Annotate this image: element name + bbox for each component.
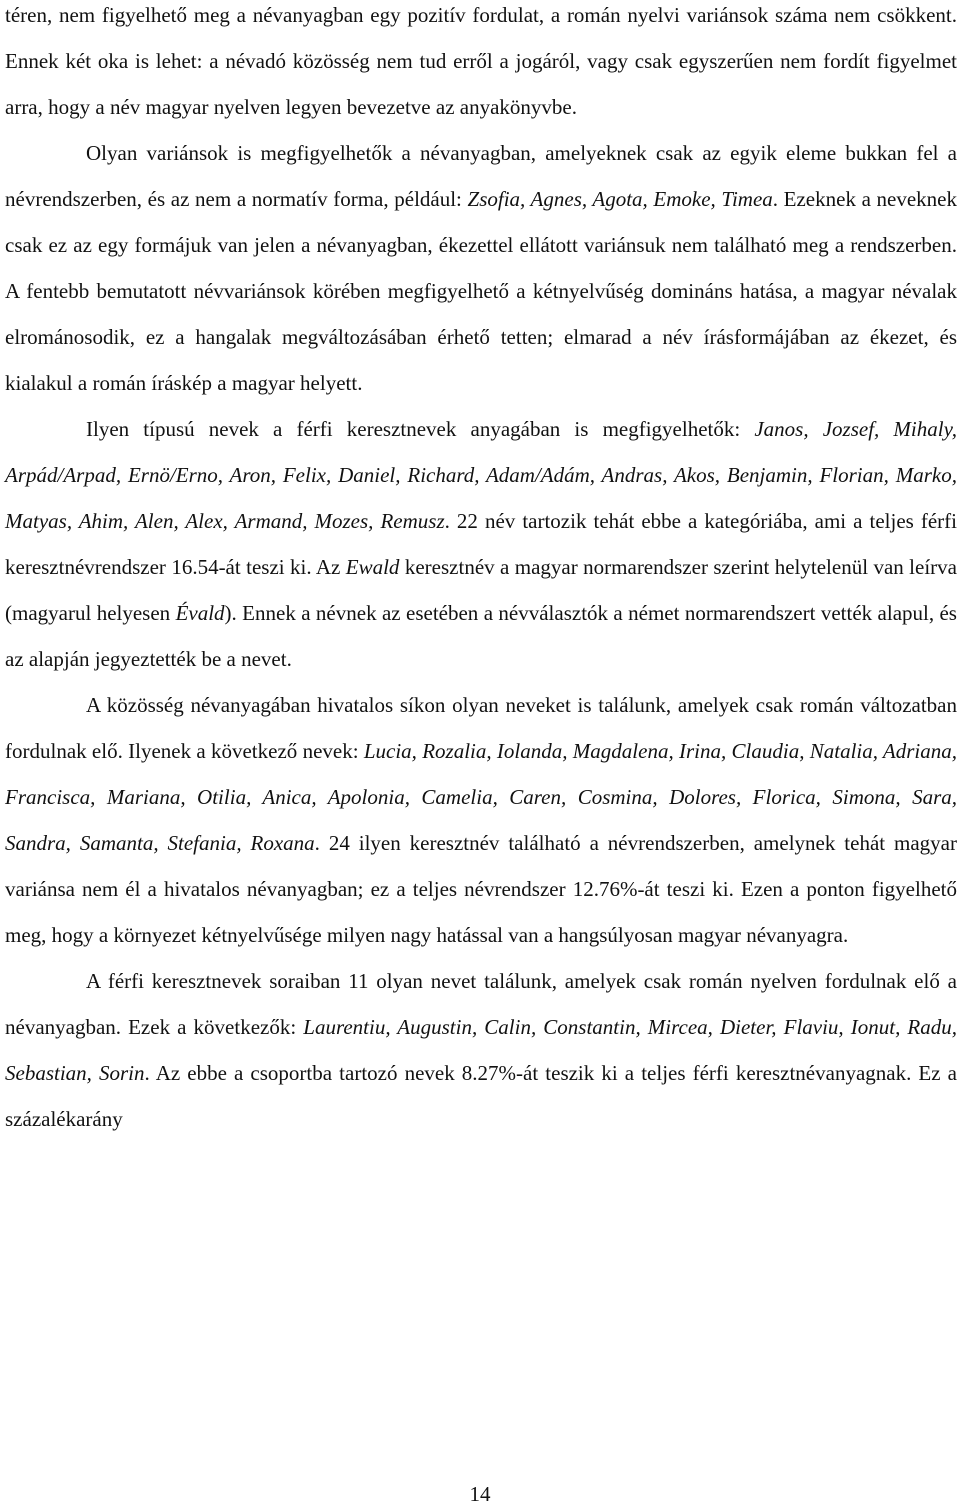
italic-name-list: Lucia, Rozalia, Iolanda, Magdalena, Irina, Claudia, Natalia, Adriana, Francisca, Mariana, Otilia, Anica, Apolonia, Camelia, Caren, Cosmina, Dolores, Florica, Simona, Sara, Sandra, Samanta, Stefania, Roxana: [5, 739, 957, 855]
text-segment: A férfi keresztnevek soraiban 11 olyan nevet találunk, amelyek csak román nyelven fordulnak elő a névanyagban. Ezek a következők:: [5, 969, 957, 1039]
italic-name-list: Ewald: [345, 555, 400, 579]
text-segment: Ilyen típusú nevek a férfi keresztnevek anyagában is megfigyelhetők:: [86, 417, 755, 441]
paragraph-only-romanian-female-names: [5, 682, 957, 958]
italic-name-list: Évald: [175, 601, 225, 625]
text-segment: Olyan variánsok is megfigyelhetők a névanyagban, amelyeknek csak az egyik eleme bukkan fel a névrendszerben, és az nem a normatív forma, például:: [5, 141, 957, 211]
italic-name-list: Janos, Jozsef, Mihaly, Arpád/Arpad, Ernö/Erno, Aron, Felix, Daniel, Richard, Adam/Adám, Andras, Akos, Benjamin, Florian, Marko, Matyas, Ahim, Alen, Alex, Armand, Mozes, Remusz: [5, 417, 958, 533]
text-segment: . 22 név tartozik tehát ebbe a kategóriába, ami a teljes férfi keresztnévrendszer 16.54-át teszi ki. Az: [5, 509, 957, 579]
text-segment: . 24 ilyen keresztnév található a névrendszerben, amelynek tehát magyar variánsa nem él a hivatalos névanyagban; ez a teljes névrendszer 12.76%-át teszi ki. Ezen a ponton figyelhető meg, hogy a környezet kétnyelvűsége milyen nagy hatással van a hangsúlyosan magyar névanyagra.: [5, 831, 957, 947]
text-segment: ). Ennek a névnek az esetében a névválasztók a német normarendszert vették alapul, és az alapján jegyeztették be a nevet.: [5, 601, 957, 671]
document-page: [5, 0, 957, 1142]
text-segment: téren, nem figyelhető meg a névanyagban egy pozitív fordulat, a román nyelvi variánsok száma nem csökkent. Ennek két oka is lehet: a névadó közösség nem tud erről a jogáról, vagy csak egyszerűen nem fordít figyelmet arra, hogy a név magyar nyelven legyen bevezetve az anyakönyvbe.: [5, 3, 957, 119]
paragraph-male-names-without-accent: [5, 406, 957, 682]
text-segment: . Ezeknek a neveknek csak ez az egy formájuk van jelen a névanyagban, ékezettel ellátott variánsuk nem található meg a rendszerben. A fentebb bemutatott névvariánsok körében megfigyelhető a kétnyelvűség domináns hatása, a magyar névalak elrománosodik, ez a hangalak megváltozásában érhető tetten; elmarad a név írásformájában az ékezet, és kialakul a román íráskép a magyar helyett.: [5, 187, 957, 395]
paragraph-only-romanian-male-names: [5, 958, 957, 1142]
text-segment: keresztnév a magyar normarendszer szerint helytelenül van leírva (magyarul helyesen: [5, 555, 957, 625]
text-segment: . Az ebbe a csoportba tartozó nevek 8.27%-át teszik ki a teljes férfi keresztnévanyagnak. Ez a százalékarány: [5, 1061, 957, 1131]
italic-name-list: Zsofia, Agnes, Agota, Emoke, Timea: [467, 187, 773, 211]
text-segment: A közösség névanyagában hivatalos síkon olyan neveket is találunk, amelyek csak román változatban fordulnak elő. Ilyenek a következő nevek:: [5, 693, 957, 763]
paragraph-continued: [5, 0, 957, 130]
page-number: 14: [469, 1482, 491, 1506]
italic-name-list: Laurentiu, Augustin, Calin, Constantin, Mircea, Dieter, Flaviu, Ionut, Radu, Sebastian, Sorin: [5, 1015, 957, 1085]
paragraph-romanian-variants-single-form: [5, 130, 957, 406]
